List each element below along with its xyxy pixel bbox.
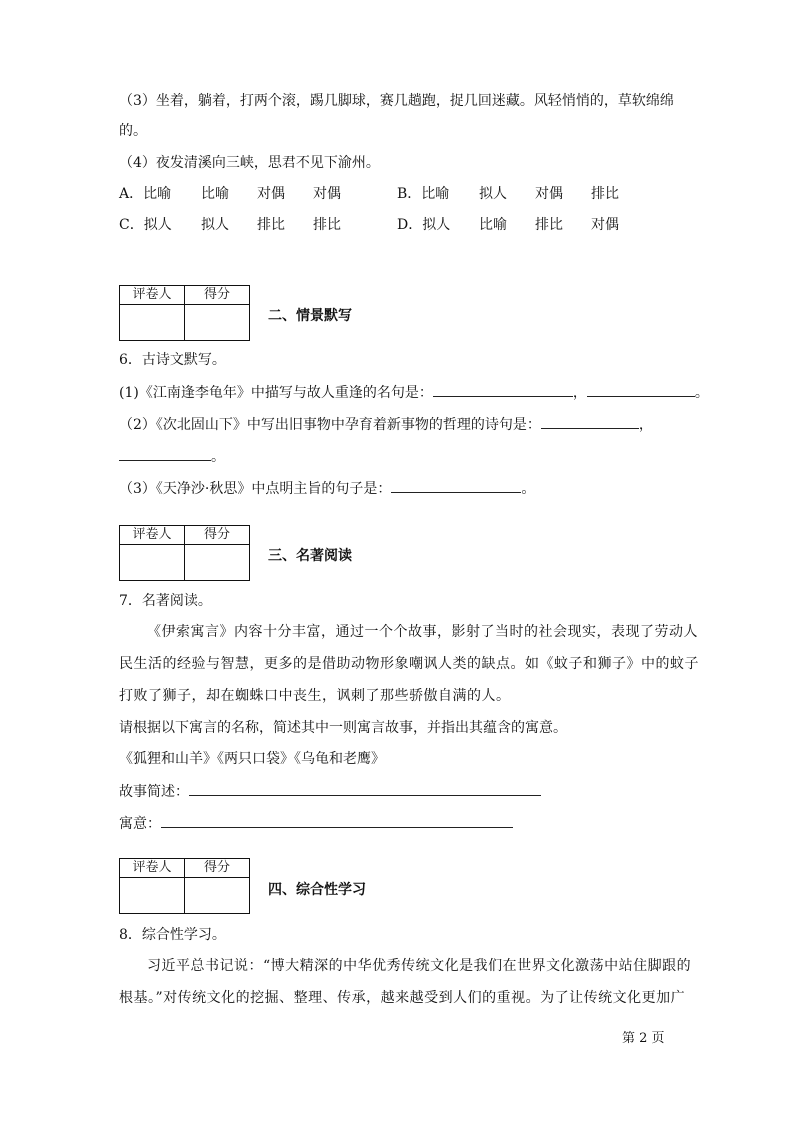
option-a-term-3: 对偶 <box>313 186 341 202</box>
score-table-sec4 <box>119 858 250 914</box>
q7-heading: 7．名著阅读。 <box>119 593 212 609</box>
option-c-term-1: 拟人 <box>201 217 229 233</box>
q5-item3-line1: （3）坐着，躺着，打两个滚，踢几脚球，赛几趟跑，捉几回迷藏。风轻悄悄的，草软绵绵 <box>119 93 674 109</box>
section-title-3: 三、名著阅读 <box>268 548 352 564</box>
score-table-reviewer-header: 评卷人 <box>132 860 172 875</box>
score-table-reviewer-cell[interactable] <box>120 305 184 340</box>
score-table-reviewer-header: 评卷人 <box>132 287 172 302</box>
q7-story-blank[interactable] <box>189 781 541 796</box>
q6-line2-end: 。 <box>211 449 225 465</box>
option-a-term-1: 比喻 <box>201 186 229 202</box>
q7-fable-titles: 《狐狸和山羊》《两只口袋》《乌龟和老鹰》 <box>119 751 385 767</box>
option-b[interactable] <box>397 184 647 204</box>
q7-passage-line2: 民生活的经验与智慧，更多的是借助动物形象嘲讽人类的缺点。如《蚊子和狮子》中的蚊子 <box>119 656 699 672</box>
option-c-label: C．拟人 <box>119 217 172 233</box>
q7-instruction: 请根据以下寓言的名称，简述其中一则寓言故事，并指出其蕴含的寓意。 <box>119 720 567 736</box>
q6-line3 <box>119 478 535 499</box>
score-table-sec3 <box>119 525 250 581</box>
option-d-label: D．拟人 <box>397 217 451 233</box>
score-table-score-header: 得分 <box>184 286 249 304</box>
score-table-score-cell[interactable] <box>184 545 249 580</box>
q6-line2 <box>119 414 653 435</box>
page-number: 第 2 页 <box>622 1031 665 1046</box>
score-table-score-cell[interactable] <box>184 878 249 913</box>
score-table-score-cell[interactable] <box>184 305 249 340</box>
q6-line2-prompt: （2）《次北固山下》中写出旧事物中孕育着新事物的哲理的诗句是： <box>119 417 541 433</box>
q6-line1-blank-a[interactable] <box>433 382 573 397</box>
q6-line1-sep: ， <box>572 385 587 401</box>
q8-passage-line1: 习近平总书记说：“博大精深的中华优秀传统文化是我们在世界文化激荡中站住脚跟的 <box>147 958 692 974</box>
q6-line2-sep: ， <box>638 417 653 433</box>
option-d-term-1: 比喻 <box>479 217 507 233</box>
section-title-2: 二、情景默写 <box>268 308 352 324</box>
option-d-term-3: 对偶 <box>591 217 619 233</box>
q6-line3-prompt: （3）《天净沙·秋思》中点明主旨的句子是： <box>119 481 392 497</box>
q5-item4: （4）夜发清溪向三峡，思君不见下渝州。 <box>119 155 380 171</box>
score-table-reviewer-header: 评卷人 <box>132 527 172 542</box>
score-table-sec2 <box>119 285 250 341</box>
q7-meaning-blank[interactable] <box>161 813 513 828</box>
option-a[interactable] <box>119 184 369 204</box>
q8-passage-line2: 根基。”对传统文化的挖掘、整理、传承，越来越受到人们的重视。为了让传统文化更加广 <box>119 990 686 1006</box>
score-table-score-header: 得分 <box>184 859 249 877</box>
option-b-label: B．比喻 <box>397 186 450 202</box>
option-b-term-2: 对偶 <box>535 186 563 202</box>
score-table-score-header: 得分 <box>184 526 249 544</box>
q8-heading: 8．综合性学习。 <box>119 927 226 943</box>
option-c-term-2: 排比 <box>257 217 285 233</box>
option-c-term-3: 排比 <box>313 217 341 233</box>
option-b-term-1: 拟人 <box>479 186 507 202</box>
q6-line2-blank-a[interactable] <box>541 414 639 429</box>
q7-story-row <box>119 781 541 802</box>
q5-item3-line2: 的。 <box>119 123 147 139</box>
section-title-4: 四、综合性学习 <box>268 882 366 898</box>
q6-line2-cont <box>119 446 225 467</box>
q6-line3-blank[interactable] <box>391 478 521 493</box>
option-a-term-2: 对偶 <box>257 186 285 202</box>
q7-passage-line1: 《伊索寓言》内容十分丰富，通过一个个故事，影射了当时的社会现实，表现了劳动人 <box>147 624 698 640</box>
option-a-label: A．比喻 <box>119 186 172 202</box>
q6-line1 <box>119 382 709 403</box>
q7-story-label: 故事简述： <box>119 784 189 800</box>
q6-line2-blank-b[interactable] <box>119 446 211 461</box>
q6-line1-end: 。 <box>694 385 709 401</box>
option-d[interactable] <box>397 215 647 235</box>
q6-line3-end: 。 <box>521 481 536 497</box>
q7-meaning-row <box>119 813 513 834</box>
q6-line1-blank-b[interactable] <box>587 382 695 397</box>
score-table-reviewer-cell[interactable] <box>120 545 184 580</box>
option-d-term-2: 排比 <box>535 217 563 233</box>
option-c[interactable] <box>119 215 369 235</box>
score-table-reviewer-cell[interactable] <box>120 878 184 913</box>
q7-passage-line3: 打败了狮子，却在蜘蛛口中丧生，讽刺了那些骄傲自满的人。 <box>119 688 511 704</box>
q6-heading: 6．古诗文默写。 <box>119 352 226 368</box>
q6-line1-prompt: (1)《江南逢李龟年》中描写与故人重逢的名句是： <box>119 385 433 401</box>
q7-meaning-label: 寓意： <box>119 816 161 832</box>
option-b-term-3: 排比 <box>591 186 619 202</box>
